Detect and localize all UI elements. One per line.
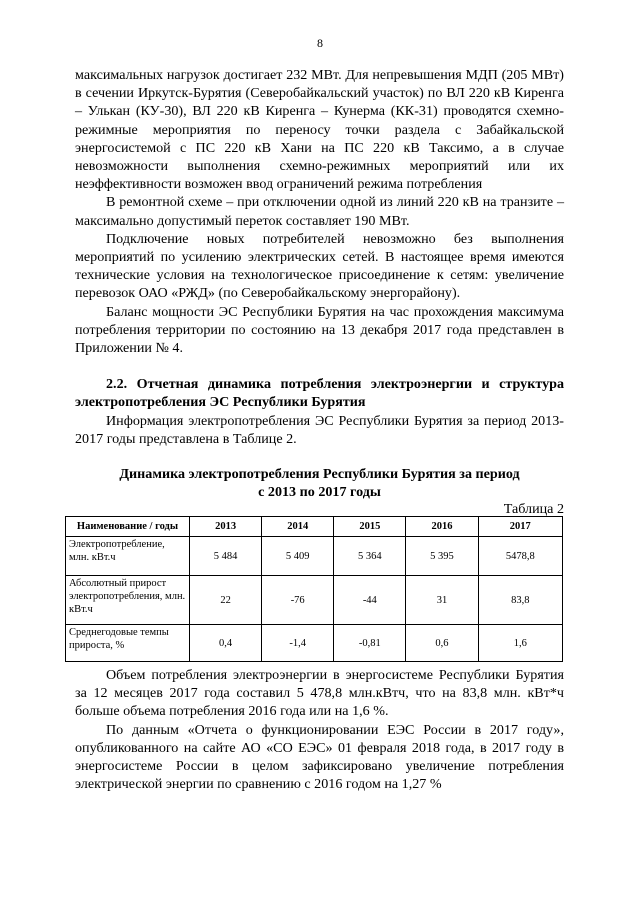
paragraph-repair-scheme: В ремонтной схеме – при отключении одной из линий 220 кВ на транзите – максимально допустимый переток составляет 190 МВт. [75,194,564,229]
table-title [75,465,564,502]
paragraph-2017-volume: Объем потребления электроэнергии в энергосистеме Республики Бурятия за 12 месяцев 2017 года составил 5 478,8 млн.кВтч, что на 83,8 млн. кВт*ч больше объема потребления 2016 года или на 1,6 %. [75,667,564,720]
table-cell-name: Среднегодовые темпы прироста, % [66,625,190,662]
table-cell: 0,4 [190,625,262,662]
section-intro: Информация электропотребления ЭС Республики Бурятия за период 2013-2017 годы представлена в Таблице 2. [75,412,564,447]
table-header-cell: 2014 [262,517,334,537]
table-row [66,537,563,576]
table-header-cell: 2016 [406,517,478,537]
table-header-row [66,517,563,537]
paragraph-ues-report: По данным «Отчета о функционировании ЕЭС России в 2017 году», опубликованного на сайте АО «СО ЕЭС» 01 февраля 2018 года, в 2017 году в энергосистеме России в целом зафиксировано увеличение потребления электрической энергии по сравнению с 2016 годом на 1,27 % [75,721,564,793]
table-caption: Таблица 2 [503,501,564,517]
table-header-cell: 2017 [478,517,563,537]
consumption-table [65,516,563,662]
paragraph-new-consumers: Подключение новых потребителей невозможно без выполнения мероприятий по усилению электрических сетей. В настоящее время имеются технические условия на технологическое присоединение к сетям: увеличение перевозок ОАО «РЖД» (по Северобайкальскому энергорайону). [75,230,564,302]
table-cell-name: Абсолютный прирост электропотребления, млн. кВт.ч [66,576,190,625]
bottom-text-block [75,666,564,793]
table-cell: 5 484 [190,537,262,576]
table-header-cell: 2013 [190,517,262,537]
table-title-line-1: Динамика электропотребления Республики Бурятия за период [119,466,520,482]
table-cell: 22 [190,576,262,625]
table-cell: 1,6 [478,625,563,662]
table-row [66,625,563,662]
table-header-cell: Наименование / годы [66,517,190,537]
table-cell: -44 [334,576,406,625]
table-row [66,576,563,625]
top-text-block [75,66,564,448]
table-cell: -76 [262,576,334,625]
table-cell: 5 364 [334,537,406,576]
table-cell: 5 409 [262,537,334,576]
table-cell: 5478,8 [478,537,563,576]
table-cell-name: Электропотребление, млн. кВт.ч [66,537,190,576]
table-header-cell: 2015 [334,517,406,537]
table-title-line-2: с 2013 по 2017 годы [258,484,381,501]
page-number: 8 [317,36,323,50]
table-cell: 31 [406,576,478,625]
table-cell: 5 395 [406,537,478,576]
paragraph-power-balance: Баланс мощности ЭС Республики Бурятия на час прохождения максимума потребления территории по состоянию на 13 декабря 2017 года представлен в Приложении № 4. [75,303,564,357]
table-cell: 83,8 [478,576,563,625]
table-cell: -0,81 [334,625,406,662]
section-heading: 2.2. Отчетная динамика потребления электроэнергии и структура электропотребления ЭС Республики Бурятия [75,376,564,411]
paragraph-max-load: максимальных нагрузок достигает 232 МВт. Для непревышения МДП (205 МВт) в сечении Иркутск-Бурятия (Северобайкальский участок) по ВЛ 220 кВ Киренга – Улькан (КУ-30), ВЛ 220 кВ Киренга – Кунерма (КК-31) проводятся схемно-режимные мероприятия по переносу точки раздела с Забайкальской энергосистемой с ПС 220 кВ Хани на ПС 220 кВ Таксимо, а в случае невозможности выполнения схемно-режимных мероприятий или их неэффективности возможен ввод ограничений режима потребления [75,67,564,193]
table-cell: 0,6 [406,625,478,662]
table-cell: -1,4 [262,625,334,662]
